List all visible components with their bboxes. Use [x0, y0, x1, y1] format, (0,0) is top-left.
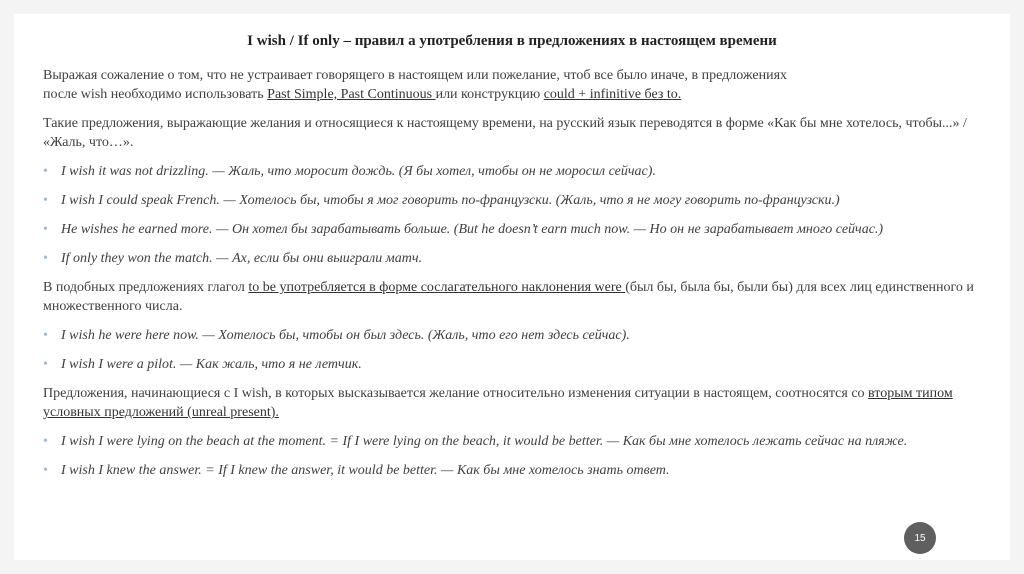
- conditional-link[interactable]: вторым типом условных предложений (unreal present).: [43, 386, 953, 420]
- were-paragraph: [43, 278, 988, 316]
- slide-frame-top: [0, 0, 1024, 14]
- example-bullet: [43, 162, 988, 181]
- intro-line-2-mid: или конструкцию: [435, 87, 544, 102]
- subjunctive-link[interactable]: to be употребляется в форме сослагательного наклонения were: [248, 280, 626, 295]
- bullet-dot-icon: •: [43, 328, 48, 343]
- example-text: I wish I were lying on the beach at the moment. = If I were lying on the beach, it would be better. — Как бы мне хотелось лежать сейчас на пляже.: [61, 434, 908, 449]
- example-text: If only they won the match. — Ах, если бы они выиграли матч.: [61, 251, 423, 266]
- example-bullet: [43, 432, 988, 451]
- example-bullet: [43, 355, 988, 374]
- were-paragraph-start: В подобных предложениях глагол: [43, 280, 249, 295]
- bullet-dot-icon: •: [43, 434, 48, 449]
- translation-paragraph: Такие предложения, выражающие желания и относящиеся к настоящему времени, на русский язык переводятся в форме «Как бы мне хотелось, чтобы...» / «Жаль, что…».: [43, 116, 967, 150]
- page-number-badge: 15: [904, 522, 936, 554]
- example-bullet: [43, 249, 988, 268]
- intro-line-1: Выражая сожаление о том, что не устраивает говорящего в настоящем или пожелание, чтоб все было иначе, в предложениях: [43, 68, 788, 83]
- slide-frame-right: [1010, 0, 1024, 574]
- example-text: I wish I could speak French. — Хотелось бы, чтобы я мог говорить по-французски. (Жаль, что я не могу говорить по-французски.): [61, 193, 840, 208]
- bullet-dot-icon: •: [43, 164, 48, 179]
- intro-line-2-start: после wish необходимо использовать: [43, 87, 268, 102]
- example-text: I wish I were a pilot. — Как жаль, что я не летчик.: [61, 357, 362, 372]
- were-paragraph-end: (был бы, была бы, были бы) для всех лиц единственного и множественного числа.: [43, 280, 974, 314]
- intro-paragraph: [43, 66, 988, 104]
- example-text: I wish he were here now. — Хотелось бы, чтобы он был здесь. (Жаль, что его нет здесь сейчас).: [61, 328, 630, 343]
- example-text: He wishes he earned more. — Он хотел бы зарабатывать больше. (But he doesn’t earn much now. — Но он не зарабатывает много сейчас.): [61, 222, 884, 237]
- example-bullet: [43, 326, 988, 345]
- slide-frame-left: [0, 0, 14, 574]
- bullet-dot-icon: •: [43, 463, 48, 478]
- slide-title: I wish / If only – правил а употребления в предложениях в настоящем времени: [247, 33, 777, 49]
- conditional-paragraph-start: Предложения, начинающиеся с I wish, в которых высказывается желание относительно изменения ситуации в настоящем, соотносятся со: [43, 386, 869, 401]
- slide-content: [43, 66, 988, 490]
- bullet-dot-icon: •: [43, 222, 48, 237]
- example-text: I wish it was not drizzling. — Жаль, что моросит дождь. (Я бы хотел, чтобы он не моросил сейчас).: [61, 164, 656, 179]
- bullet-dot-icon: •: [43, 357, 48, 372]
- example-text: I wish I knew the answer. = If I knew the answer, it would be better. — Как бы мне хотелось знать ответ.: [61, 463, 670, 478]
- bullet-dot-icon: •: [43, 193, 48, 208]
- could-infinitive-link[interactable]: could + infinitive без to.: [543, 87, 682, 102]
- bullet-dot-icon: •: [43, 251, 48, 266]
- example-bullet: [43, 220, 988, 239]
- conditional-paragraph: [43, 384, 988, 422]
- slide-frame-bottom: [0, 560, 1024, 574]
- tenses-link[interactable]: Past Simple, Past Continuous: [267, 87, 436, 102]
- example-bullet: [43, 191, 988, 210]
- example-bullet: [43, 461, 988, 480]
